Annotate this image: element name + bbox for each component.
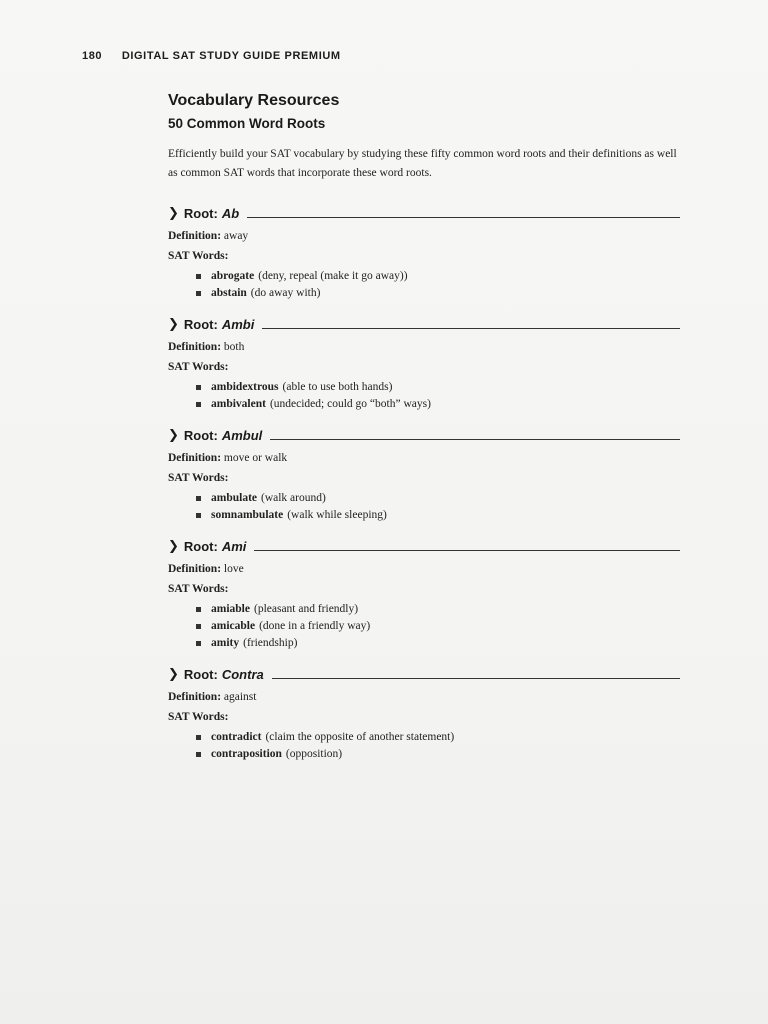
sat-word-item [196, 635, 680, 652]
definition-line [168, 561, 680, 578]
sat-word-meaning: (do away with) [250, 287, 321, 299]
definition-text: love [223, 563, 244, 575]
sat-word: amity [211, 637, 240, 649]
sat-words-list [168, 729, 680, 763]
definition-text: move or walk [223, 452, 288, 464]
heading-rule [270, 439, 680, 440]
definition-label: Definition: [168, 563, 222, 575]
sat-word-meaning: (claim the opposite of another statement) [265, 731, 455, 743]
root-name: Ambul [221, 428, 263, 443]
definition-line [168, 450, 680, 467]
root-name: Contra [221, 667, 264, 682]
sat-word: contraposition [211, 748, 282, 760]
sat-word: abstain [211, 287, 247, 299]
heading-rule [262, 328, 680, 329]
root-heading [168, 316, 680, 332]
root-entry [168, 538, 680, 652]
root-entry [168, 427, 680, 524]
sat-word: amiable [211, 603, 250, 615]
sat-word: ambivalent [211, 398, 266, 410]
sat-word-item [196, 379, 680, 396]
square-bullet-icon [196, 291, 201, 296]
running-header [82, 50, 341, 62]
root-name: Ambi [221, 317, 255, 332]
root-label: Root: [183, 539, 218, 554]
definition-label: Definition: [168, 691, 222, 703]
root-label: Root: [183, 428, 218, 443]
sat-word-meaning: (friendship) [243, 637, 298, 649]
square-bullet-icon [196, 735, 201, 740]
chevron-right-icon: ❯ [168, 427, 179, 442]
sat-words-label: SAT Words: [168, 250, 229, 262]
root-heading [168, 427, 680, 443]
root-label: Root: [183, 667, 218, 682]
root-entry [168, 316, 680, 413]
section-subtitle: 50 Common Word Roots [168, 116, 326, 131]
definition-text: both [223, 341, 245, 353]
square-bullet-icon [196, 496, 201, 501]
root-entry [168, 666, 680, 763]
square-bullet-icon [196, 385, 201, 390]
sat-word: contradict [211, 731, 262, 743]
sat-word: ambidextrous [211, 381, 279, 393]
square-bullet-icon [196, 513, 201, 518]
root-heading [168, 666, 680, 682]
root-entry [168, 205, 680, 302]
definition-text: away [223, 230, 249, 242]
sat-word-meaning: (walk around) [261, 492, 326, 504]
heading-rule [272, 678, 680, 679]
roots-list [168, 205, 680, 763]
definition-line [168, 689, 680, 706]
page-number: 180 [82, 50, 103, 62]
root-name: Ami [221, 539, 247, 554]
chevron-right-icon: ❯ [168, 666, 179, 681]
square-bullet-icon [196, 624, 201, 629]
heading-rule [254, 550, 680, 551]
chevron-right-icon: ❯ [168, 205, 179, 220]
sat-word-meaning: (walk while sleeping) [287, 509, 387, 521]
sat-word: amicable [211, 620, 256, 632]
intro-paragraph: Efficiently build your SAT vocabulary by studying these fifty common word roots and their definitions as well as common SAT words that incorporate these word roots. [168, 148, 677, 179]
sat-words-label: SAT Words: [168, 583, 229, 595]
sat-words-list [168, 379, 680, 413]
definition-label: Definition: [168, 230, 222, 242]
sat-word-item [196, 618, 680, 635]
sat-word-item [196, 396, 680, 413]
book-title: DIGITAL SAT STUDY GUIDE PREMIUM [121, 50, 341, 62]
sat-word-meaning: (able to use both hands) [282, 381, 393, 393]
definition-label: Definition: [168, 452, 222, 464]
definition-label: Definition: [168, 341, 222, 353]
section-title: Vocabulary Resources [168, 92, 340, 109]
sat-word-meaning: (done in a friendly way) [259, 620, 371, 632]
heading-rule [247, 217, 680, 218]
square-bullet-icon [196, 402, 201, 407]
sat-words-label: SAT Words: [168, 711, 229, 723]
sat-words-label: SAT Words: [168, 361, 229, 373]
chevron-right-icon: ❯ [168, 538, 179, 553]
sat-word-item [196, 729, 680, 746]
content [168, 92, 680, 777]
definition-line [168, 228, 680, 245]
square-bullet-icon [196, 752, 201, 757]
sat-word-item [196, 507, 680, 524]
sat-words-label: SAT Words: [168, 472, 229, 484]
root-name: Ab [221, 206, 240, 221]
root-label: Root: [183, 317, 218, 332]
sat-word-item [196, 601, 680, 618]
root-heading [168, 538, 680, 554]
sat-word: abrogate [211, 270, 255, 282]
sat-word: somnambulate [211, 509, 284, 521]
sat-words-list [168, 268, 680, 302]
square-bullet-icon [196, 641, 201, 646]
sat-word-meaning: (pleasant and friendly) [253, 603, 359, 615]
sat-words-list [168, 490, 680, 524]
sat-word-item [196, 490, 680, 507]
sat-words-list [168, 601, 680, 652]
chevron-right-icon: ❯ [168, 316, 179, 331]
definition-line [168, 339, 680, 356]
sat-word-item [196, 285, 680, 302]
root-label: Root: [183, 206, 218, 221]
root-heading [168, 205, 680, 221]
square-bullet-icon [196, 274, 201, 279]
sat-word-item [196, 268, 680, 285]
definition-text: against [223, 691, 257, 703]
sat-word-meaning: (opposition) [285, 748, 343, 760]
sat-word-meaning: (deny, repeal (make it go away)) [258, 270, 408, 282]
sat-word-meaning: (undecided; could go “both” ways) [269, 398, 431, 410]
sat-word-item [196, 746, 680, 763]
square-bullet-icon [196, 607, 201, 612]
sat-word: ambulate [211, 492, 257, 504]
